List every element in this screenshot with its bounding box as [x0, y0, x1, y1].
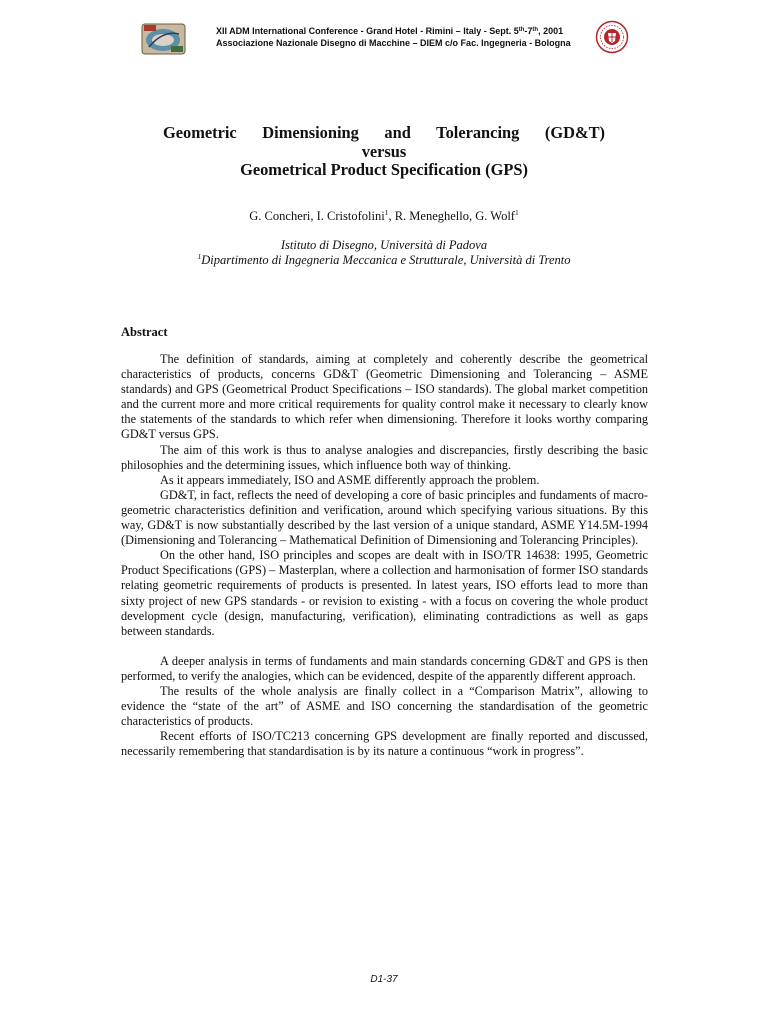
title-line-1: Geometric Dimensioning and Tolerancing (GD&T) — [163, 123, 605, 142]
paper-title — [120, 124, 648, 180]
page-header — [0, 18, 768, 58]
conference-info-line-1: XII ADM International Conference - Grand Hotel - Rimini – Italy - Sept. 5th-7th, 2001 — [216, 26, 564, 36]
abstract-paragraph: The definition of standards, aiming at completely and coherently describe the geometrical characteristics of products, concerns GD&T (Geometric Dimensioning and Tolerancing – ASME standards) and GPS (Geometrical Product Specifications – ISO standards). The global market competition and the current more and more critical requirements for quality control make it necessary to clearly know the statements of the standards to which refer when dimensioning. Therefore it looks worthy comparing GD&T versus GPS. — [121, 352, 648, 442]
affiliation-2: $^1$Dipartimento di Ingegneria Meccanica e Strutturale, Università di Trento — [197, 252, 571, 267]
university-seal — [595, 20, 629, 54]
title-line-2: versus — [361, 141, 407, 161]
title-line-3: Geometrical Product Specification (GPS) — [240, 160, 528, 179]
abstract-paragraph: Recent efforts of ISO/TC213 concerning GPS development are finally reported and discussed, necessarily remembering that standardisation is by its nature a continuous “work in progress”. — [121, 729, 648, 759]
affiliation-1: Istituto di Disegno, Università di Padova — [280, 238, 488, 252]
abstract-paragraph: GD&T, in fact, reflects the need of developing a core of basic principles and fundaments of macro-geometric characteristics definition and verification, around which specifying various situations. By this way, GD&T is now substantially described by the last version of a unique standard, ASME Y14.5M-1994 (Dimensioning and Tolerancing – Mathematical Definition of Dimensioning and Tolerancing Principles). — [121, 487, 648, 548]
abstract-paragraph: As it appears immediately, ISO and ASME differently approach the problem. — [160, 472, 540, 487]
abstract-body — [121, 352, 648, 760]
conference-info-line-2: Associazione Nazionale Disegno di Macchine – DIEM c/o Fac. Ingegneria - Bologna — [216, 38, 571, 48]
abstract-heading: Abstract — [121, 325, 168, 339]
abstract-paragraph: On the other hand, ISO principles and scopes are dealt with in ISO/TR 14638: 1995, Geometric Product Specifications (GPS) – Masterplan, where a collection and harmonisation of former ISO standards relating geometric requirements of products is presented. In latest years, ISO efforts lead to more than sixty project of new GPS standards - or revision to existing - with a focus on covering the whole product development cycle (design, manufacturing, verification), eliminating contradictions as well as gaps between standards. — [121, 548, 648, 638]
affiliations — [120, 238, 648, 268]
abstract-paragraph: A deeper analysis in terms of fundaments and main standards concerning GD&T and GPS is then performed, to verify the analogies, which can be evidenced, despite of the apparently different approach. — [121, 653, 648, 683]
conference-logo — [141, 22, 186, 56]
abstract-paragraph: The aim of this work is thus to analyse analogies and discrepancies, firstly describing the basic philosophies and the determining issues, which influence both way of thinking. — [121, 442, 648, 472]
page-number: D1-37 — [370, 974, 398, 985]
abstract-paragraph: The results of the whole analysis are finally collect in a “Comparison Matrix”, allowing to evidence the “state of the art” of ASME and ISO concerning the standardisation of the geometric characteristics of products. — [121, 684, 648, 729]
author-list: G. Concheri, I. Cristofolini$^1$, R. Meneghello, G. Wolf$^1$ — [249, 208, 519, 223]
